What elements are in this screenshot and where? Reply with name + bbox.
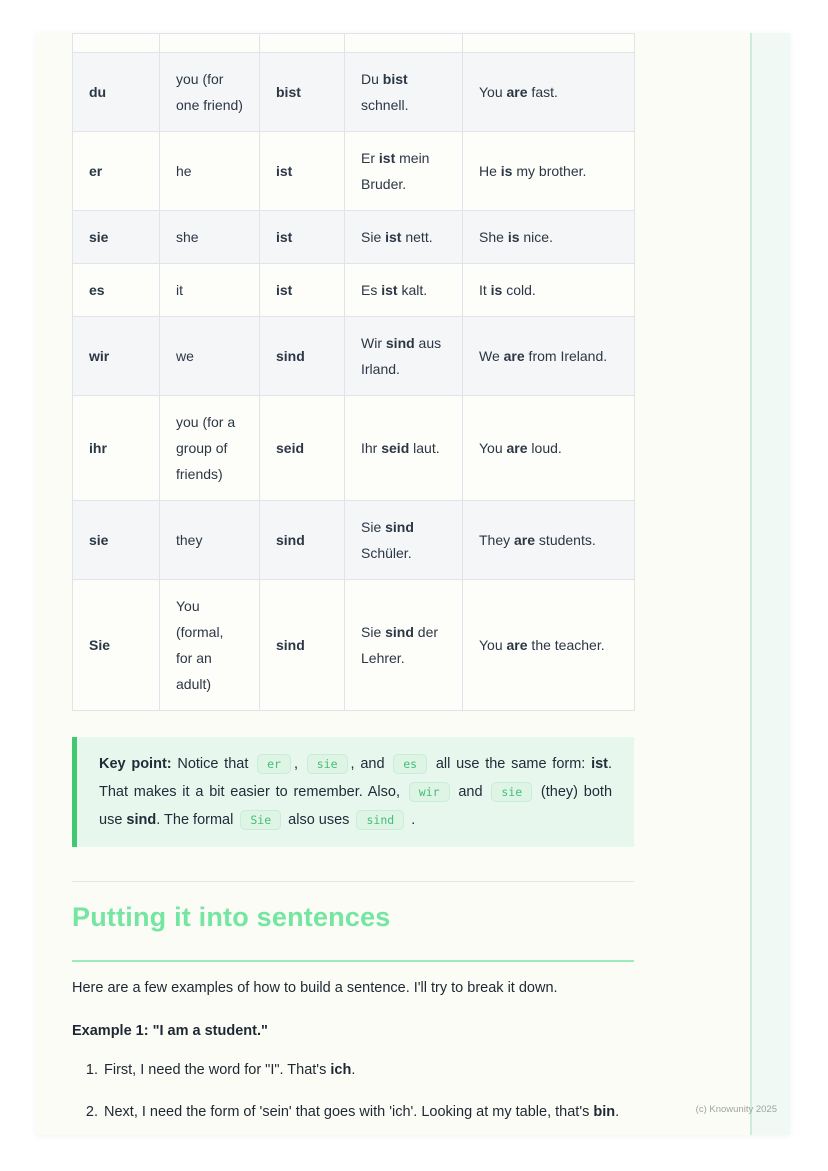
table-cell: you (for one friend) [160,53,260,132]
table-cell: er [73,132,160,211]
table-row [73,211,635,264]
page-edge-strip [750,33,790,1135]
table-cell: Wir sind aus Irland. [345,317,463,396]
table-cell: You (formal, for an adult) [160,580,260,711]
bold-text: ich [330,1062,352,1078]
bold-text: ist [381,282,398,298]
table-cell: Ihr seid laut. [345,396,463,501]
table-cell: Du bist schnell. [345,53,463,132]
conjugation-table-body [73,34,635,711]
table-cell: du [73,53,160,132]
bold-text: sind [385,335,415,351]
inline-code-chip: wir [409,782,450,802]
examples-list [72,1057,634,1125]
table-row [73,53,635,132]
bold-text: is [500,163,513,179]
bold-text: sind [385,624,414,640]
inline-code-chip: er [257,754,291,774]
key-point-callout [72,737,634,847]
table-cell: Er ist mein Bruder. [345,132,463,211]
table-cell [160,34,260,53]
table-cell: they [160,501,260,580]
inline-code-chip: es [393,754,427,774]
section-divider [72,881,634,882]
key-point-text: Key point: Notice that er , sie , and es all use the same form: ist. That makes it a bit easier to remember. Also, wir and sie (they) both use sind. The formal Sie also uses sind . [99,756,613,828]
bold-text: ist [378,150,396,166]
inline-code-chip: sie [307,754,348,774]
bold-text: bist [382,71,408,87]
table-cell: Es ist kalt. [345,264,463,317]
document-page [36,33,790,1135]
table-cell: He is my brother. [463,132,635,211]
list-item: 1. First, I need the word for "I". That's ich. [102,1057,634,1083]
table-cell: we [160,317,260,396]
inline-code-chip: Sie [240,810,281,830]
table-cell: es [73,264,160,317]
table-cell: sie [73,211,160,264]
bold-text: are [506,84,528,100]
table-cell: he [160,132,260,211]
bold-text: are [506,440,528,456]
bold-text: is [490,282,503,298]
bold-text: ist [591,756,608,772]
table-cell: They are students. [463,501,635,580]
table-row [73,501,635,580]
table-cell: sind [260,501,345,580]
table-cell: she [160,211,260,264]
section-heading: Putting it into sentences [72,901,634,962]
table-cell: She is nice. [463,211,635,264]
inline-code-chip: sind [356,810,404,830]
bold-text: ist [385,229,402,245]
bold-text: are [514,532,536,548]
table-row-partial [73,34,635,53]
table-cell: Sie sind Schüler. [345,501,463,580]
bold-text: are [503,348,525,364]
bold-text: sind [126,812,157,828]
conjugation-table [72,33,635,711]
table-cell [345,34,463,53]
table-cell: sind [260,317,345,396]
table-cell: You are the teacher. [463,580,635,711]
page-footer: (c) Knowunity 2025 [695,1104,777,1115]
table-cell: You are fast. [463,53,635,132]
page-content [72,33,634,1141]
table-cell [463,34,635,53]
table-cell: ihr [73,396,160,501]
bold-text: are [506,637,528,653]
intro-paragraph: Here are a few examples of how to build a sentence. I'll try to break it down. [72,980,558,996]
table-cell: bist [260,53,345,132]
table-cell [260,34,345,53]
table-row [73,396,635,501]
table-cell: sind [260,580,345,711]
bold-text: is [507,229,520,245]
table-cell: Sie sind der Lehrer. [345,580,463,711]
table-cell: You are loud. [463,396,635,501]
table-cell [73,34,160,53]
table-cell: Sie ist nett. [345,211,463,264]
table-cell: Sie [73,580,160,711]
bold-text: sind [385,519,414,535]
table-cell: it [160,264,260,317]
table-cell: It is cold. [463,264,635,317]
table-cell: sie [73,501,160,580]
table-cell: seid [260,396,345,501]
table-row [73,580,635,711]
table-cell: We are from Ireland. [463,317,635,396]
example-title: Example 1: "I am a student." [72,1023,268,1039]
table-cell: ist [260,211,345,264]
list-item: 2. Next, I need the form of 'sein' that goes with 'ich'. Looking at my table, that's bin. [102,1099,634,1125]
table-cell: wir [73,317,160,396]
table-cell: ist [260,264,345,317]
inline-code-chip: sie [491,782,532,802]
table-row [73,132,635,211]
bold-text: bin [593,1104,616,1120]
table-row [73,264,635,317]
table-cell: ist [260,132,345,211]
bold-text: seid [381,440,410,456]
bold-text: Key point: [99,756,172,772]
table-row [73,317,635,396]
table-cell: you (for a group of friends) [160,396,260,501]
